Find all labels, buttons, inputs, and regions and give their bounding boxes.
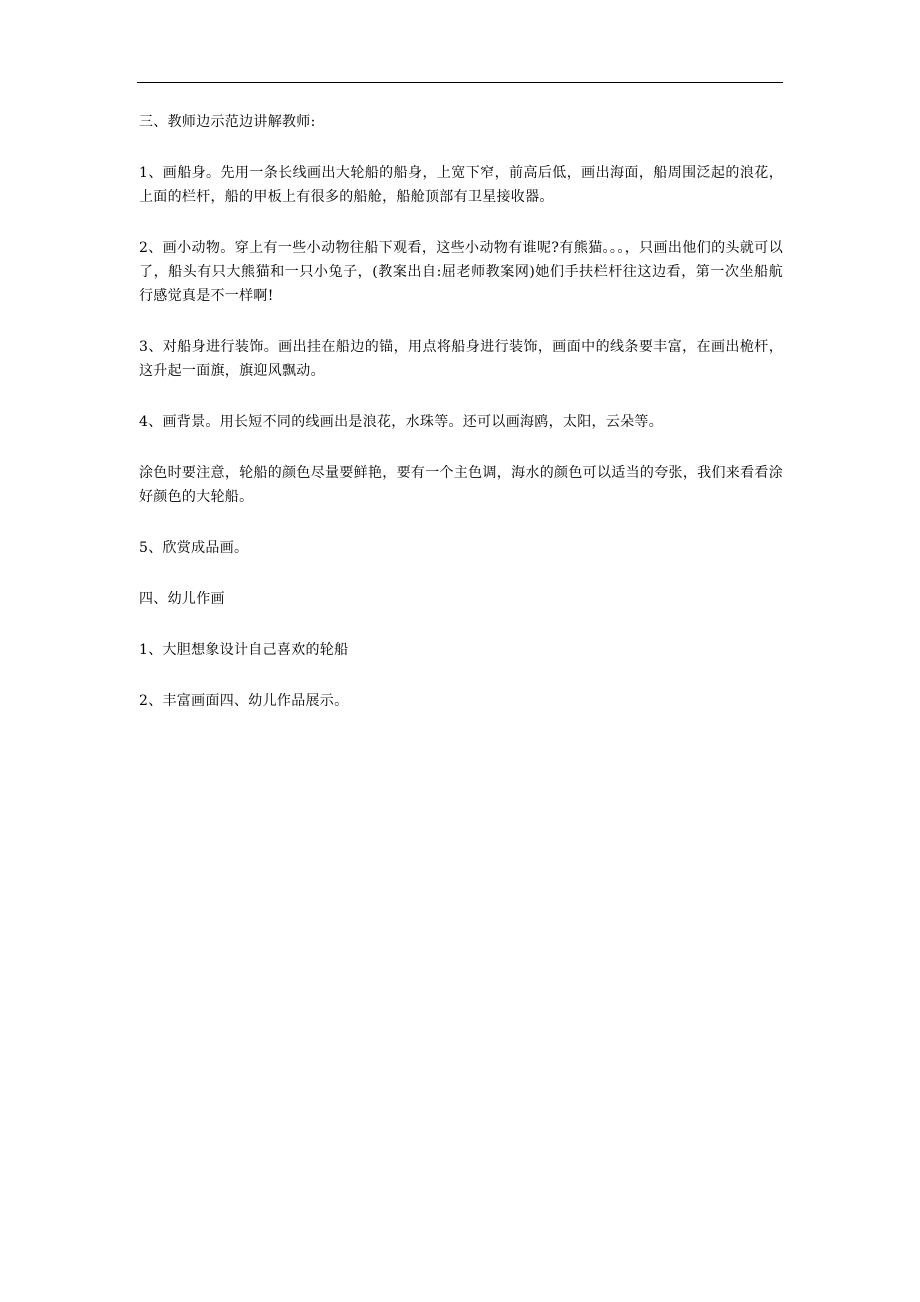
section-heading-demonstration: 三、教师边示范边讲解教师: — [139, 114, 316, 130]
paragraph-step-5: 5、欣赏成品画。 — [139, 540, 249, 556]
paragraph-coloring-note: 涂色时要注意，轮船的颜色尽量要鲜艳，要有一个主色调，海水的颜色可以适当的夸张，我们来看看涂好颜色的大轮船。 — [139, 465, 783, 505]
paragraph-step-3: 3、对船身进行装饰。画出挂在船边的锚，用点将船身进行装饰，画面中的线条要丰富，在画出桅杆，这升起一面旗，旗迎风飘动。 — [139, 339, 783, 379]
document-body — [139, 110, 783, 740]
paragraph-drawing-item-2: 2、丰富画面四、幼儿作品展示。 — [139, 693, 349, 709]
paragraph-step-1: 1、画船身。先用一条长线画出大轮船的船身，上宽下窄，前高后低，画出海面，船周围泛起的浪花，上面的栏杆，船的甲板上有很多的船舱，船舱顶部有卫星接收器。 — [139, 165, 783, 205]
header-rule — [137, 82, 783, 83]
paragraph-step-2: 2、画小动物。穿上有一些小动物往船下观看，这些小动物有谁呢?有熊猫。。。，只画出他们的头就可以了，船头有只大熊猫和一只小兔子，(教案出自:屈老师教案网)她们手扶栏杆往这边看，第一次坐船航行感觉真是不一样啊! — [139, 240, 783, 304]
section-heading-children-drawing: 四、幼儿作画 — [139, 591, 225, 607]
paragraph-step-4: 4、画背景。用长短不同的线画出是浪花，水珠等。还可以画海鸥，太阳，云朵等。 — [139, 414, 664, 430]
paragraph-drawing-item-1: 1、大胆想象设计自己喜欢的轮船 — [139, 642, 349, 658]
